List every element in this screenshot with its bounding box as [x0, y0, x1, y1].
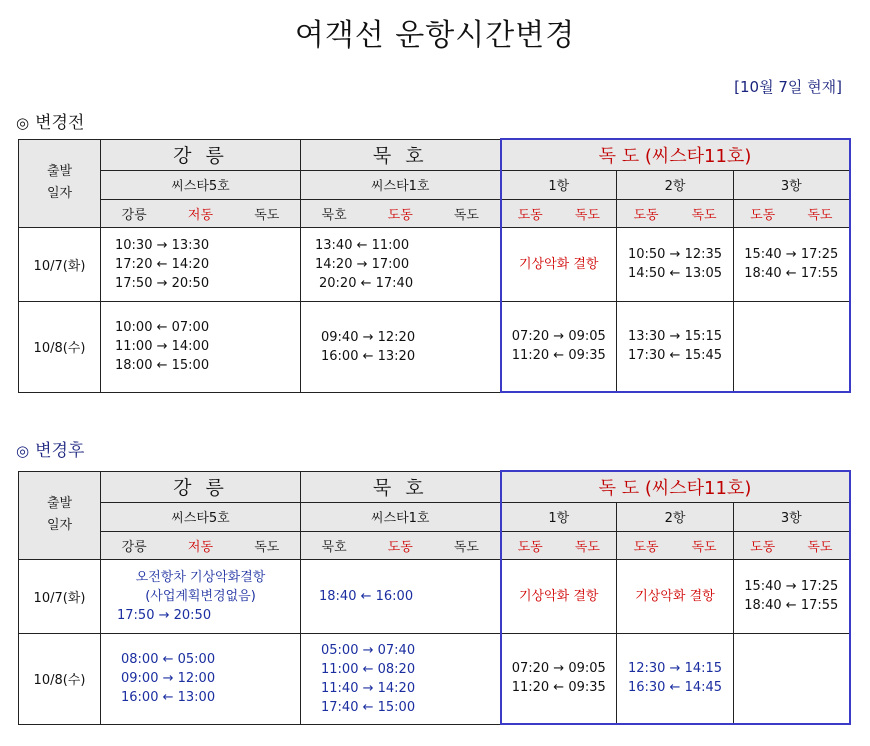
gangneung-times: 오전항차 기상악화결항 (사업계획변경없음) 17:50 → 20:50: [101, 559, 301, 633]
section-after-label: 변경후: [35, 441, 85, 461]
trip3-times: 15:40 → 17:25 18:40 ← 17:55: [734, 227, 850, 301]
trip3-header: 3항: [734, 502, 850, 531]
mukho-times: 13:40 ← 11:00 14:20 → 17:00 20:20 ← 17:40: [301, 227, 501, 301]
bullet-mark: ◎: [16, 114, 30, 132]
table-row: [19, 559, 850, 633]
row-date: 10/7(화): [19, 227, 101, 301]
trip1-times: 기상악화 결항: [501, 227, 617, 301]
trip3-times: [734, 301, 850, 392]
trip3-subheader: [734, 199, 850, 227]
bullet-mark: ◎: [16, 442, 30, 460]
dokdo-header: 독 도 (씨스타11호): [501, 471, 850, 502]
trip1-header: 1항: [501, 502, 617, 531]
col-label: 묵호: [321, 539, 347, 555]
dokdo-header: 독 도 (씨스타11호): [501, 139, 850, 170]
col-label: 독도: [691, 539, 717, 555]
col-label: 묵호: [321, 207, 347, 223]
row-date: 10/8(수): [19, 633, 101, 724]
gangneung-header: 강 릉: [101, 139, 301, 170]
col-label: 도동: [633, 207, 659, 223]
mukho-subheader: [301, 199, 501, 227]
trip3-header: 3항: [734, 170, 850, 199]
gangneung-times: 10:00 ← 07:00 11:00 → 14:00 18:00 ← 15:00: [101, 301, 301, 392]
col-label: 도동: [633, 539, 659, 555]
date-column-header: 출발 일자: [19, 471, 101, 559]
trip2-subheader: [617, 531, 734, 559]
trip2-times: 13:30 → 15:15 17:30 ← 15:45: [617, 301, 734, 392]
ship5-header: 씨스타5호: [101, 170, 301, 199]
table-row: [19, 227, 850, 301]
table-row: [19, 633, 850, 724]
col-label: 도동: [387, 539, 413, 555]
col-label: 도동: [750, 207, 776, 223]
mukho-times: 09:40 → 12:20 16:00 ← 13:20: [301, 301, 501, 392]
trip1-times: 07:20 → 09:05 11:20 ← 09:35: [501, 633, 617, 724]
gangneung-subheader: [101, 531, 301, 559]
col-label: 도동: [517, 539, 543, 555]
trip2-times: 기상악화 결항: [617, 559, 734, 633]
mukho-header: 묵 호: [301, 139, 501, 170]
mukho-times: 18:40 ← 16:00: [301, 559, 501, 633]
col-label: 독도: [807, 207, 833, 223]
schedule-table-after: [18, 470, 851, 725]
col-label: 독도: [453, 207, 479, 223]
trip1-times: 07:20 → 09:05 11:20 ← 09:35: [501, 301, 617, 392]
mukho-times: 05:00 → 07:40 11:00 ← 08:20 11:40 → 14:20 17:40 ← 15:00: [301, 633, 501, 724]
mukho-subheader: [301, 531, 501, 559]
trip3-subheader: [734, 531, 850, 559]
section-after-heading: [16, 436, 84, 461]
col-label: 독도: [691, 207, 717, 223]
col-label: 저동: [187, 539, 214, 555]
col-label: 강릉: [121, 539, 147, 555]
col-label: 독도: [254, 539, 280, 555]
date-note: [10월 7일 현재]: [734, 78, 842, 96]
col-label: 강릉: [121, 207, 147, 223]
trip1-subheader: [501, 199, 617, 227]
col-label: 저동: [187, 207, 214, 223]
trip1-times: 기상악화 결항: [501, 559, 617, 633]
section-before-label: 변경전: [35, 113, 85, 133]
trip3-times: 15:40 → 17:25 18:40 ← 17:55: [734, 559, 850, 633]
trip2-header: 2항: [617, 170, 734, 199]
trip3-times: [734, 633, 850, 724]
trip1-subheader: [501, 531, 617, 559]
col-label: 도동: [517, 207, 543, 223]
col-label: 독도: [574, 539, 600, 555]
col-label: 도동: [387, 207, 413, 223]
gangneung-times: 08:00 ← 05:00 09:00 → 12:00 16:00 ← 13:00: [101, 633, 301, 724]
col-label: 독도: [574, 207, 600, 223]
col-label: 독도: [453, 539, 479, 555]
page-title: 여객선 운항시간변경: [294, 18, 576, 53]
ship1-header: 씨스타1호: [301, 170, 501, 199]
date-column-header: 출발 일자: [19, 139, 101, 227]
mukho-header: 묵 호: [301, 471, 501, 502]
ship5-header: 씨스타5호: [101, 502, 301, 531]
trip2-times: 12:30 → 14:15 16:30 ← 14:45: [617, 633, 734, 724]
trip2-subheader: [617, 199, 734, 227]
gangneung-subheader: [101, 199, 301, 227]
col-label: 도동: [750, 539, 776, 555]
trip2-times: 10:50 → 12:35 14:50 ← 13:05: [617, 227, 734, 301]
row-date: 10/7(화): [19, 559, 101, 633]
table-row: [19, 301, 850, 392]
trip1-header: 1항: [501, 170, 617, 199]
row-date: 10/8(수): [19, 301, 101, 392]
trip2-header: 2항: [617, 502, 734, 531]
gangneung-times: 10:30 → 13:30 17:20 ← 14:20 17:50 → 20:50: [101, 227, 301, 301]
section-before-heading: [16, 108, 84, 133]
gangneung-header: 강 릉: [101, 471, 301, 502]
ship1-header: 씨스타1호: [301, 502, 501, 531]
col-label: 독도: [254, 207, 280, 223]
col-label: 독도: [807, 539, 833, 555]
schedule-table-before: [18, 138, 851, 393]
